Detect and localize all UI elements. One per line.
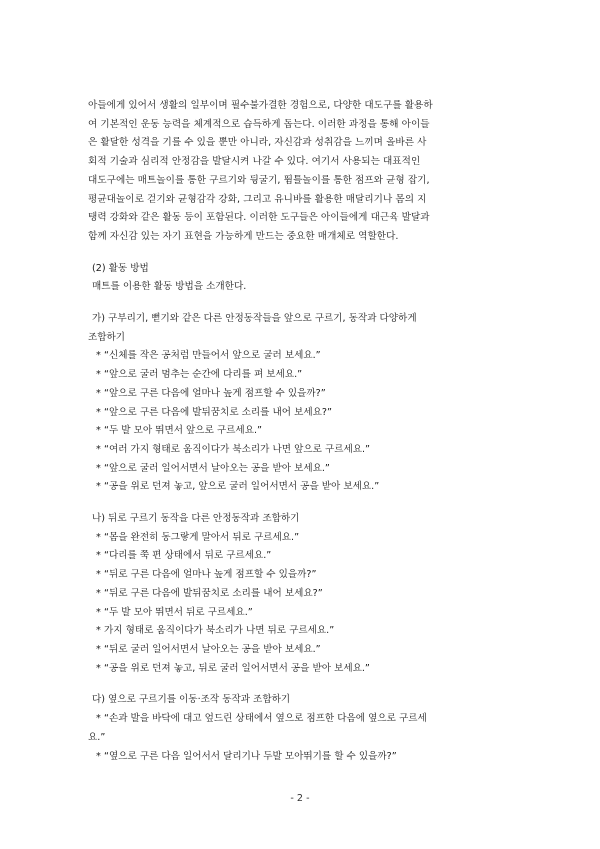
- list-item-text: “손과 발을 바닥에 대고 엎드린 상태에서 옆으로 점프한 다음에 옆으로 구르세: [104, 713, 427, 725]
- bullet-mark: *: [96, 606, 101, 618]
- list-item: [88, 566, 518, 585]
- section-heading: (2) 활동 방법: [92, 262, 149, 274]
- group-ga-list: [88, 347, 518, 497]
- intro-paragraph: [88, 97, 518, 247]
- bullet-mark: *: [96, 350, 101, 362]
- list-item-continued: 요.”: [88, 731, 106, 743]
- page-number: - 2 -: [290, 793, 310, 804]
- bullet-mark: *: [96, 750, 101, 762]
- page-content: [88, 97, 518, 766]
- list-item-text: 가지 형태로 움직이다가 북소리가 나면 뒤로 구르세요.”: [104, 625, 335, 637]
- list-item-text: “공을 위로 던져 놓고, 뒤로 굴러 일어서면서 공을 받아 보세요.”: [104, 662, 370, 674]
- bullet-mark: *: [96, 531, 101, 543]
- list-item-text: “앞으로 구른 다음에 얼마나 높게 점프할 수 있을까?”: [104, 387, 326, 399]
- list-item-text: “옆으로 구른 다음 일어서서 달리기나 두발 모아뛰기를 할 수 있을까?”: [104, 750, 397, 762]
- bullet-mark: *: [96, 406, 101, 418]
- list-item-text: “앞으로 굴러 멈추는 순간에 다리를 펴 보세요.”: [104, 369, 303, 381]
- list-item: [88, 460, 518, 479]
- bullet-mark: *: [96, 387, 101, 399]
- group-da-list: [88, 710, 518, 766]
- intro-line: 여 기본적인 운동 능력을 체계적으로 습득하게 돕는다. 이러한 과정을 통해 아이들: [88, 118, 430, 130]
- bullet-mark: *: [96, 587, 101, 599]
- intro-line: 대도구에는 매트놀이를 통한 구르기와 뒹굴기, 뜀틀놀이를 통한 점프와 균형 잡기,: [88, 174, 430, 186]
- bullet-mark: *: [96, 369, 101, 381]
- bullet-mark: *: [96, 425, 101, 437]
- intro-line: 함께 자신감 있는 자기 표현을 가능하게 만드는 중요한 매개체로 역할한다.: [88, 230, 399, 242]
- list-item: [88, 366, 518, 385]
- group-title-ga-continued: 조합하기: [88, 331, 126, 343]
- list-item-text: “앞으로 구른 다음에 발뒤꿈치로 소리를 내어 보세요?”: [104, 406, 332, 418]
- list-item-text: “다리를 쭉 편 상태에서 뒤로 구르세요.”: [104, 550, 272, 562]
- list-item: [88, 641, 518, 660]
- list-item-text: “두 발 모아 뛰면서 앞으로 구르세요.”: [104, 425, 262, 437]
- list-item: [88, 547, 518, 566]
- intro-line: 아들에게 있어서 생활의 일부이며 필수불가결한 경험으로, 다양한 대도구를 활용하: [88, 100, 433, 111]
- bullet-mark: *: [96, 443, 101, 455]
- list-item-text: “공을 위로 던져 놓고, 앞으로 굴러 일어서면서 공을 받아 보세요.”: [104, 481, 380, 493]
- list-item: [88, 622, 518, 641]
- list-item-text: “뒤로 구른 다음에 얼마나 높게 점프할 수 있을까?”: [104, 569, 317, 581]
- intro-line: 회적 기술과 심리적 안정감을 발달시켜 나갈 수 있다. 여기서 사용되는 대표적인: [88, 156, 421, 168]
- group-title-da: 다) 옆으로 구르기를 이동·조작 동작과 조합하기: [92, 694, 291, 706]
- list-item: [88, 404, 518, 423]
- intro-line: 평균대놀이로 걷기와 균형감각 강화, 그리고 유니바를 활용한 매달리기나 몸의 지: [88, 193, 427, 205]
- list-item: [88, 604, 518, 623]
- list-item: [88, 660, 518, 679]
- bullet-mark: *: [96, 481, 101, 493]
- list-item: [88, 710, 518, 729]
- list-item-text: “여러 가지 형태로 움직이다가 북소리가 나면 앞으로 구르세요.”: [104, 443, 371, 455]
- group-na-list: [88, 529, 518, 679]
- list-item-text: “뒤로 구른 다음에 발뒤꿈치로 소리를 내어 보세요?”: [104, 587, 323, 599]
- bullet-mark: *: [96, 462, 101, 474]
- list-item: [88, 441, 518, 460]
- list-item-text: “신체를 작은 공처럼 만들어서 앞으로 굴러 보세요.”: [104, 350, 321, 362]
- bullet-mark: *: [96, 643, 101, 655]
- intro-line: 탱력 강화와 같은 활동 등이 포함된다. 이러한 도구들은 아이들에게 대근육 발달과: [88, 212, 430, 224]
- list-item-text: “몸을 완전히 동그랗게 말아서 뒤로 구르세요.”: [104, 531, 300, 543]
- bullet-mark: *: [96, 550, 101, 562]
- list-item: [88, 748, 518, 767]
- section-description: 매트를 이용한 활동 방법을 소개한다.: [92, 281, 247, 293]
- list-item: [88, 585, 518, 604]
- bullet-mark: *: [96, 713, 101, 725]
- list-item-text: “두 발 모아 뛰면서 뒤로 구르세요.”: [104, 606, 253, 618]
- list-item: [88, 422, 518, 441]
- list-item: [88, 529, 518, 548]
- list-item-text: “앞으로 굴러 일어서면서 날아오는 공을 받아 보세요.”: [104, 462, 330, 474]
- group-title-ga: 가) 구부리기, 뻗기와 같은 다른 안정동작들을 앞으로 구르기, 동작과 다양하게: [92, 313, 417, 325]
- list-item-text: “뒤로 굴러 일어서면서 날아오는 공을 받아 보세요.”: [104, 643, 321, 655]
- intro-line: 은 활달한 성격을 기를 수 있을 뿐만 아니라, 자신감과 성취감을 느끼며 올바른 사: [88, 137, 427, 149]
- list-item: [88, 347, 518, 366]
- group-title-na: 나) 뒤로 구르기 동작을 다른 안정동작과 조합하기: [92, 513, 300, 525]
- bullet-mark: *: [96, 569, 101, 581]
- bullet-mark: *: [96, 625, 101, 637]
- bullet-mark: *: [96, 662, 101, 674]
- list-item: [88, 478, 518, 497]
- list-item: [88, 385, 518, 404]
